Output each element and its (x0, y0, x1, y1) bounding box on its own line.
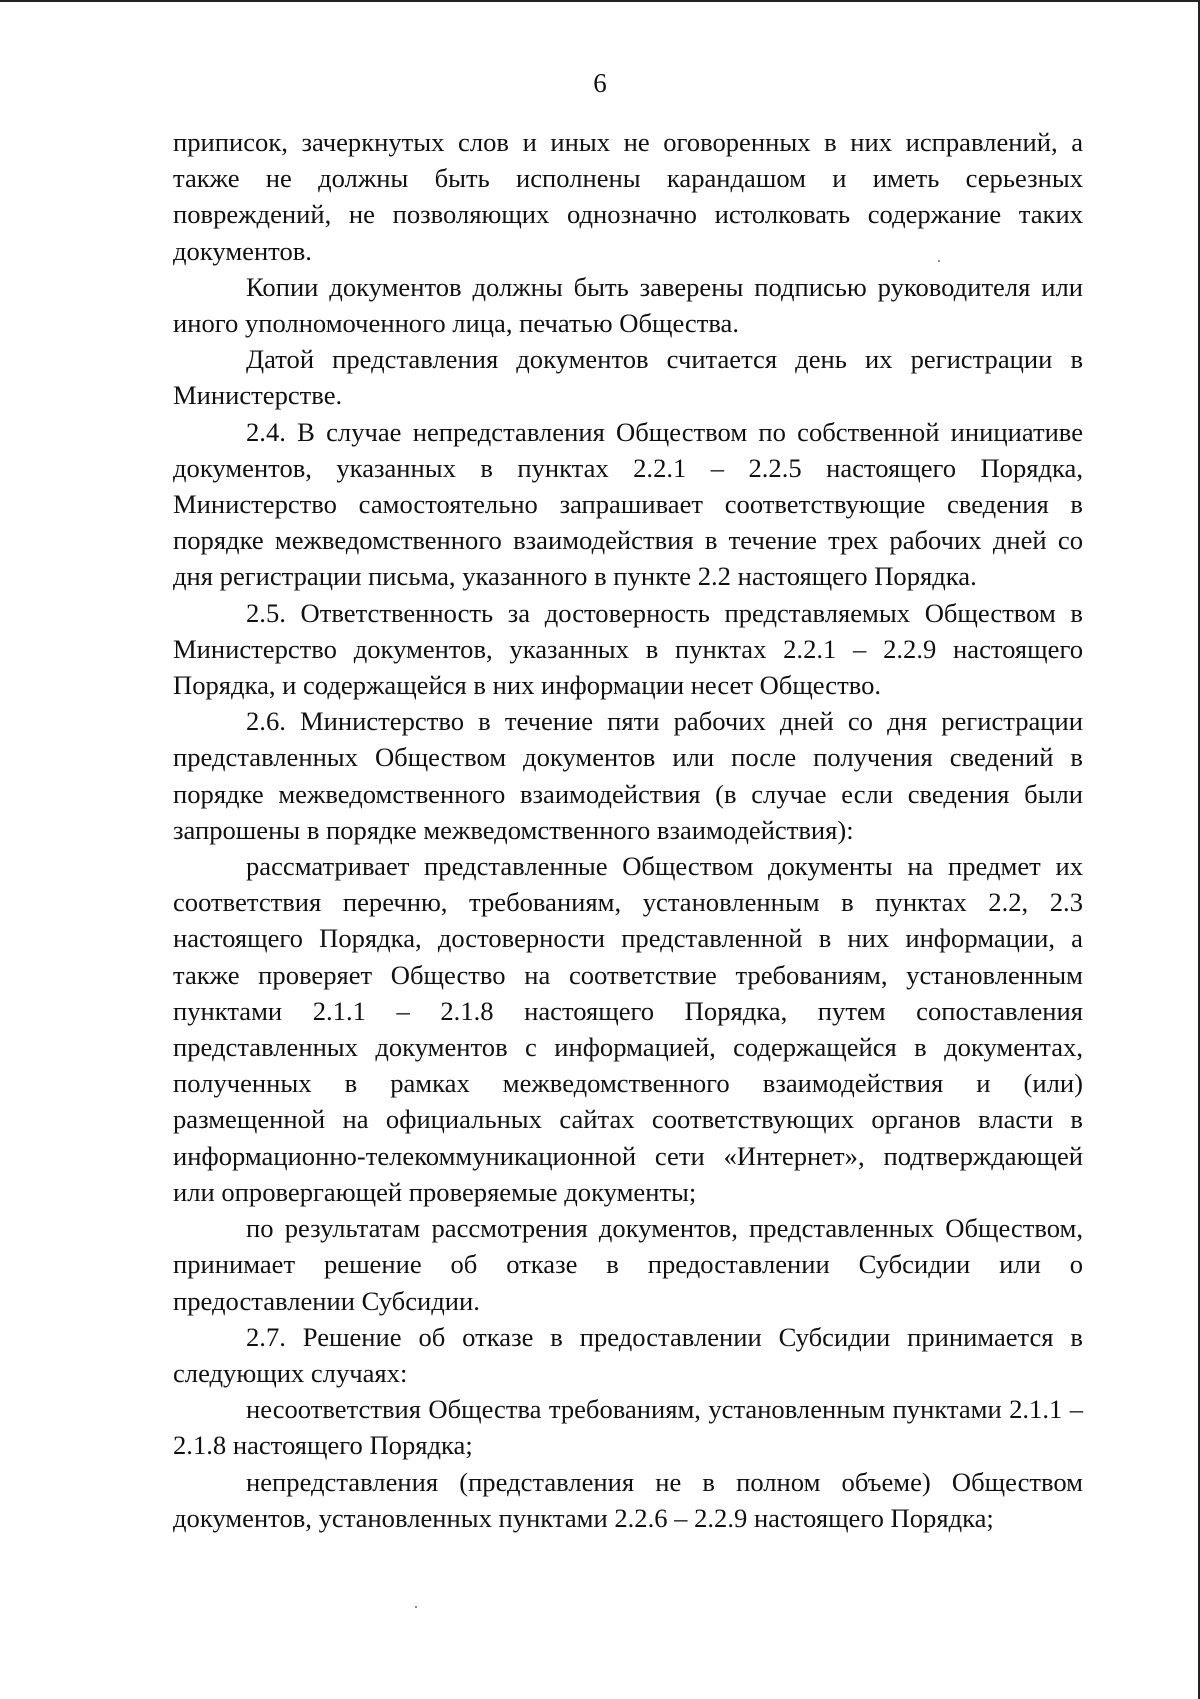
paragraph-2-5: 2.5. Ответственность за достоверность представляемых Обществом в Министерство документов, указанных в пунктах 2.2.1 – 2.2.9 настоящего Порядка, и содержащейся в них информации несет Общество. (173, 597, 1083, 701)
scan-speck (938, 260, 940, 262)
paragraph-submission-date: Датой представления документов считается день их регистрации в Министерстве. (173, 344, 1083, 411)
paragraph-review-documents: рассматривает представленные Обществом документы на предмет их соответствия перечню, требованиям, установленным в пунктах 2.2, 2.3 настоящего Порядка, достоверности представленной в них информации, а также проверяет Общество на соответствие требованиям, установленным пунктами 2.1.1 – 2.1.8 настоящего Порядка, путем сопоставления представленных документов с информацией, содержащейся в документах, полученных в рамках межведомственного взаимодействия и (или) размещенной на официальных сайтах соответствующих органов власти в информационно-телекоммуникационной сети «Интернет», подтверждающей или опровергающей проверяемые документы; (173, 851, 1083, 1207)
paragraph-copies-certification: Копии документов должны быть заверены подписью руководителя или иного уполномоченного лица, печатью Общества. (173, 271, 1083, 339)
paragraph-2-7: 2.7. Решение об отказе в предоставлении Субсидии принимается в следующих случаях: (173, 1321, 1083, 1388)
paragraph-noncompliance: несоответствия Общества требованиям, установленным пунктами 2.1.1 – 2.1.8 настоящего Порядка; (173, 1394, 1083, 1461)
scan-speck (415, 1606, 417, 1608)
paragraph-2-4: 2.4. В случае непредставления Обществом по собственной инициативе документов, указанных в пунктах 2.2.1 – 2.2.5 настоящего Порядка, Министерство самостоятельно запрашивает соответствующие сведения в порядке межведомственного взаимодействия в течение трех рабочих дней со дня регистрации письма, указанного в пункте 2.2 настоящего Порядка. (173, 416, 1083, 592)
paragraph-nonsubmission: непредставления (представления не в полном объеме) Обществом документов, установленных пунктами 2.2.6 – 2.2.9 настоящего Порядка; (173, 1466, 1083, 1533)
paragraph-2-6: 2.6. Министерство в течение пяти рабочих дней со дня регистрации представленных Обществом документов или после получения сведений в порядке межведомственного взаимодействия (в случае если сведения были запрошены в порядке межведомственного взаимодействия): (173, 706, 1083, 845)
paragraph-continuation: приписок, зачеркнутых слов и иных не оговоренных в них исправлений, а также не должны быть исполнены карандашом и иметь серьезных повреждений, не позволяющих однозначно истолковать содержание таких документов. (173, 127, 1083, 266)
paragraph-decision: по результатам рассмотрения документов, представленных Обществом, принимает решение об отказе в предоставлении Субсидии или о предоставлении Субсидии. (173, 1213, 1083, 1316)
document-body (173, 124, 1083, 1536)
page-number: 6 (593, 68, 607, 98)
